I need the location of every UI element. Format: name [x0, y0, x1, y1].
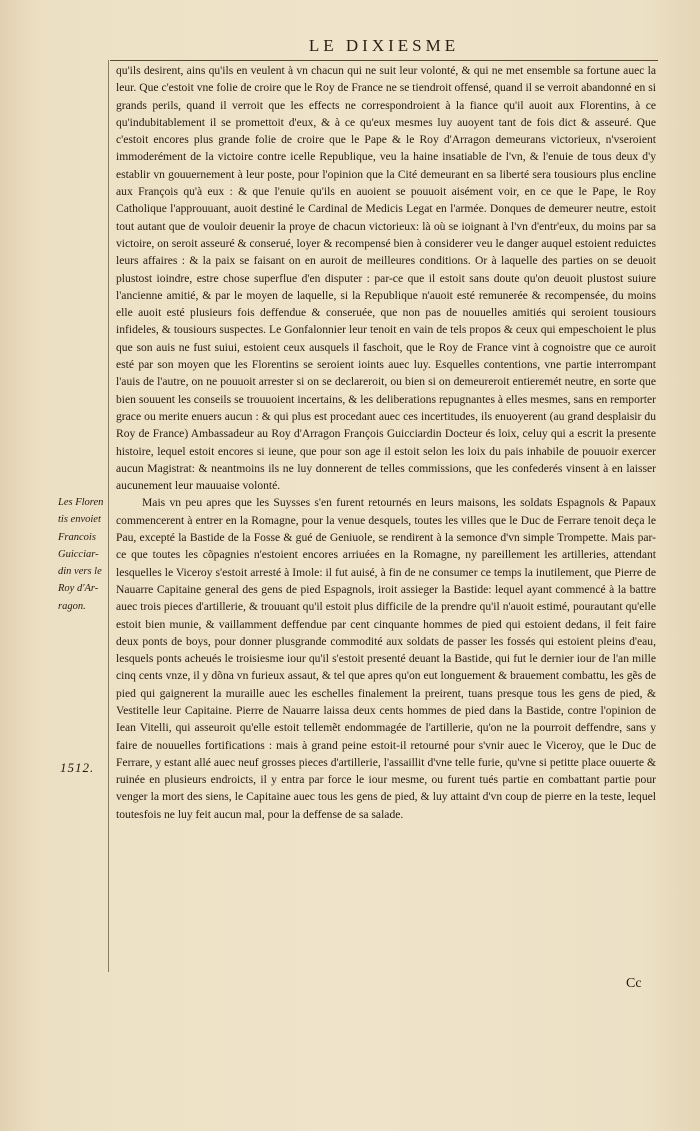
marginal-note-line: Francois	[58, 531, 96, 543]
marginal-note-line: tis envoiet	[58, 514, 101, 526]
marginal-note-line: Les Floren	[58, 497, 104, 508]
catchword: Cc	[626, 976, 642, 991]
marginal-note-line: din vers le	[58, 566, 102, 578]
marginal-note-line: Guicciar-	[58, 548, 99, 560]
body-text	[116, 62, 656, 823]
marginal-note-line: ragon.	[58, 600, 86, 612]
marginal-note	[58, 494, 108, 615]
margin-rule	[108, 60, 109, 972]
header-rule	[110, 60, 658, 61]
marginal-year: 1512.	[60, 760, 95, 775]
paragraph: qu'ils desirent, ains qu'ils en veulent à vn chacun qui ne suit leur volonté, & qui ne met ensemble sa fortune auec la leur. Que c'estoit vne folie de croire que le Roy de France ne se tiendroit offensé, quand il se verroit abandonné en si grands perils, quand il verroit que les effects ne correspondroient à la fiance qu'il auoit aux Florentins, à ce qu'indubitablement il se promettoit d'eux, & à ce qu'eux mesmes luy auoyent tant de fois dict & asseuré. Que c'estoit encores plus grande folie de croire que le Pape & le Roy d'Arragon demeurans victorieux, n'vseroient immoderément de la victoire contre icelle Republique, veu la haine insatiable de l'vn, & l'enuie de tous deux d'y establir vn gouuernement à leur poste, pour l'opinion que la Cité demeurant en sa liberté sera tousiours plus encline aux François qu'à eux : & que l'enuie qu'ils en auoient se pouuoit aisément voir, en ce que le Pape, le Roy Catholique l'approuuant, auoit destiné le Cardinal de Medicis Legat en l'armée. Donques de demeurer neutre, estoit tout autant que de vouloir deuenir la proye de chacun victorieux: là où se ioignant à l'vn d'entr'eux, du moins par sa victoire, on seroit asseuré & conserué, loyer & recompensé bien à considerer veu le danger auquel estoient reduictes leurs affaires : & la paix se faisant on en auroit de meilleures conditions. Or à laquelle des parties on se deuoit plustost ioindre, estre chose superflue d'en disputer : par-ce que il estoit sans doute qu'on deuoit plustost suiure l'ancienne amitié, & par le moyen de laquelle, si la Republique n'auoit esté remunerée & recompensée, du moins elle auoit esté plusieurs fois deffendue & conseruée, que non pas de nouuelles amitiés qui seroient tousiours infideles, & tousiours suspectes. Le Gonfalonnier leur tenoit en vain de tels propos & ceux qui empeschoient le plus que son auis ne fust suiui, estoient ceux ausquels il faschoit, que le Roy de France vint à cognoistre que ce auroit esté par son moyen que les Florentins se seroient ioints auec luy. Esquelles contentions, vne partie interrompant l'auis de l'autre, on ne pouuoit arrester si on se declareroit, ou bien si on demeureroit entieremét neutre, en sorte que bien souuent les conseils se trouuoient incertains, & les deliberations repugnantes à elles mesmes, sans en remporter grace ou merite enuers aucun : & qui plus est procedant auec ces incertitudes, ils enuoyerent (au grand desplaisir du Roy de France) Ambassadeur au Roy d'Arragon François Guicciardin Docteur és loix, celuy qui a escrit la presente histoire, lequel estoit encores si ieune, que pour son age il estoit selon les loix du pais inhabile de pouuoir exercer aucun Magistrat: & neantmoins ils ne luy donnerent de telles commissions, que les confederés vinsent à en laisser aucunement leur mauuaise volonté.	[116, 64, 656, 493]
marginal-note-line: Roy d'Ar-	[58, 583, 99, 595]
paragraph: Mais vn peu apres que les Suysses s'en furent retournés en leurs maisons, les soldats Espagnols & Papaux commencerent à entrer en la Romagne, pour la venue desquels, toutes les villes que le Duc de Ferrare tenoit deça le Pau, excepté la Bastide de la Fosse & gué de Geniuole, se rendirent à la semonce d'vn simple Trompette. Mais par-ce que toutes les cõpagnies n'estoient encores arriuées en la Romagne, ny pareillement les artilleries, attendant lesquelles le Viceroy s'estoit arresté à Imole: il fut auisé, à fin de ne consumer ce temps la inutilement, que Pierre de Nauarre Capitaine general des gens de pied Espagnols, iroit assieger la Bastide: lequel ayant commencé à la battre auec trois pieces d'artillerie, & trouuant qu'il estoit plus difficile de la prendre qu'il n'auoit estimé, pourautant qu'elle estoit bien munie, & vaillamment deffendue par cent cinquante hommes de pied qui estoient dedans, il feit faire deux ponts de boys, pour donner plusgrande commodité aux soldats de passer les fossés qui estoient pleins d'eau, lesquels ponts acheués le troisiesme iour qu'il s'estoit presenté deuant la Bastide, qui fut le dernier iour de l'an mille cinq cents vnze, il y dõna vn furieux assaut, & tel que apres qu'on eut longuement & brauement combattu, les gẽs de pied qui gaignerent la muraille auec les eschelles finalement la preirent, tuans presque tous les gens de pied, & Vestitelle leur Capitaine. Pierre de Nauarre laissa deux cents hommes de pied dans la Bastide, contre l'opinion de Iean Vitelli, qui asseuroit qu'elle estoit tellemẽt endommagée de l'artillerie, qu'on ne la pourroit deffendre, sans y faire de nouuelles fortifications : mais à grand peine estoit-il retourné pour s'vnir auec le Viceroy, que le Duc de Ferrare, y estant allé auec neuf grosses pieces d'artillerie, l'assaillit d'vne telle furie, qu'vne si petitte place ouuerte & ruinée en plusieurs endroicts, il y entra par force le iour mesme, ou furent tués partie en combattant partie pour venger la mort des siens, le Capitaine auec tous les gens de pied, & luy attaint d'vn coup de pierre en la teste, lequel toutesfois ne luy feit aucun mal, pour la deffense de sa salade.	[116, 496, 656, 821]
running-title: LE DIXIESME	[308, 36, 460, 55]
